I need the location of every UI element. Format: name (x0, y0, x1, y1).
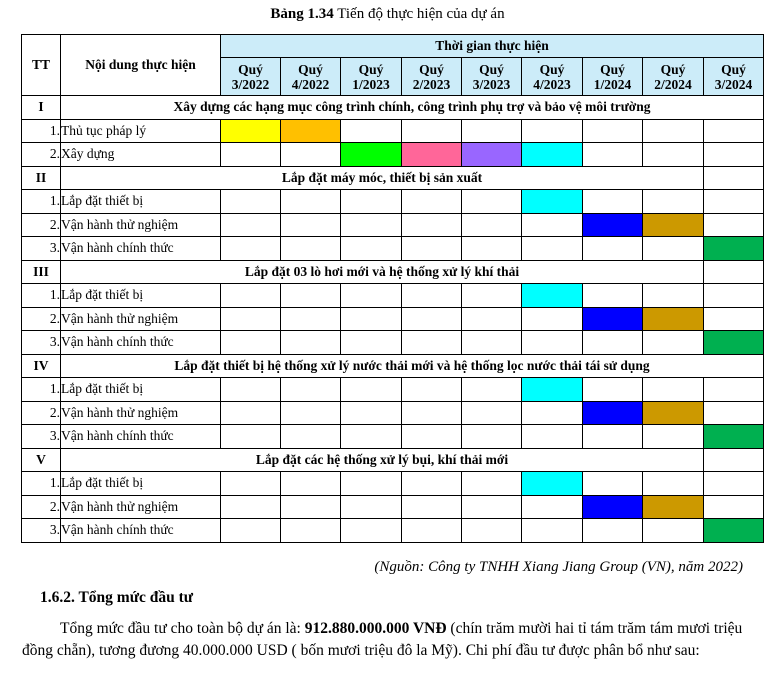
task-label: Lắp đặt thiết bị (61, 284, 221, 308)
quarter-label: Quý (600, 61, 625, 77)
task-number: 1. (22, 472, 61, 496)
timeline-cell (281, 519, 341, 543)
timeline-cell (281, 425, 341, 449)
empty-cell (704, 260, 764, 284)
task-label: Vận hành chính thức (61, 519, 221, 543)
timeline-cell (221, 237, 281, 261)
timeline-bar-gold (643, 401, 704, 425)
quarter-header (643, 58, 704, 96)
quarter-period: 3/2023 (472, 76, 511, 92)
timeline-cell (462, 425, 522, 449)
task-row (22, 378, 764, 402)
timeline-cell (281, 495, 341, 519)
timeline-bar-cyan (522, 143, 583, 167)
timeline-cell (402, 307, 462, 331)
timeline-cell (583, 143, 643, 167)
task-number: 3. (22, 237, 61, 261)
timeline-cell (402, 519, 462, 543)
timeline-cell (402, 378, 462, 402)
section-row (22, 448, 764, 472)
timeline-cell (281, 401, 341, 425)
timeline-cell (402, 495, 462, 519)
caption-text: Tiến độ thực hiện của dự án (333, 6, 505, 22)
quarter-header (221, 58, 281, 96)
task-row (22, 213, 764, 237)
timeline-cell (462, 284, 522, 308)
section-number: II (22, 166, 61, 190)
quarter-label: Quý (298, 61, 323, 77)
task-label: Lắp đặt thiết bị (61, 190, 221, 214)
quarter-label: Quý (238, 61, 263, 77)
timeline-cell (522, 237, 583, 261)
task-number: 1. (22, 378, 61, 402)
quarter-label: Quý (419, 61, 444, 77)
timeline-bar-dark_green (704, 425, 764, 449)
task-number: 3. (22, 425, 61, 449)
timeline-cell (402, 425, 462, 449)
schedule-table (21, 34, 764, 543)
timeline-cell (643, 331, 704, 355)
task-number: 2. (22, 495, 61, 519)
timeline-cell (462, 401, 522, 425)
task-number: 1. (22, 284, 61, 308)
task-row (22, 519, 764, 543)
timeline-cell (522, 307, 583, 331)
quarter-header (704, 58, 764, 96)
quarter-period: 1/2023 (352, 76, 390, 92)
timeline-bar-dark_green (704, 237, 764, 261)
timeline-cell (704, 190, 764, 214)
section-number: I (22, 96, 61, 120)
timeline-cell (522, 401, 583, 425)
task-label: Lắp đặt thiết bị (61, 472, 221, 496)
timeline-cell (522, 425, 583, 449)
task-label: Vận hành chính thức (61, 237, 221, 261)
task-row (22, 331, 764, 355)
task-number: 2. (22, 307, 61, 331)
section-heading: 1.6.2. Tổng mức đầu tư (40, 589, 194, 606)
timeline-cell (643, 425, 704, 449)
timeline-cell (221, 143, 281, 167)
timeline-bar-pink (402, 143, 462, 167)
para-before: Tổng mức đầu tư cho toàn bộ dự án là: (60, 620, 305, 637)
timeline-cell (462, 472, 522, 496)
timeline-cell (402, 213, 462, 237)
section-title: Lắp đặt 03 lò hơi mới và hệ thống xử lý khí thải (61, 260, 704, 284)
timeline-cell (402, 284, 462, 308)
timeline-cell (522, 495, 583, 519)
timeline-bar-cyan (522, 190, 583, 214)
timeline-cell (704, 213, 764, 237)
task-number: 2. (22, 143, 61, 167)
timeline-cell (221, 472, 281, 496)
timeline-bar-gold (643, 495, 704, 519)
timeline-cell (341, 237, 402, 261)
timeline-cell (402, 401, 462, 425)
timeline-cell (402, 472, 462, 496)
timeline-cell (221, 519, 281, 543)
section-title: Lắp đặt thiết bị hệ thống xử lý nước thải mới và hệ thống lọc nước thải tái sử dụng (61, 354, 764, 378)
timeline-cell (583, 425, 643, 449)
timeline-cell (402, 331, 462, 355)
task-row (22, 119, 764, 143)
task-label: Lắp đặt thiết bị (61, 378, 221, 402)
quarter-header (583, 58, 643, 96)
timeline-cell (583, 190, 643, 214)
timeline-cell (583, 284, 643, 308)
timeline-cell (221, 331, 281, 355)
quarter-label: Quý (721, 61, 746, 77)
timeline-cell (281, 143, 341, 167)
timeline-cell (704, 472, 764, 496)
task-number: 2. (22, 401, 61, 425)
task-label: Thủ tục pháp lý (61, 119, 221, 143)
timeline-cell (281, 307, 341, 331)
timeline-cell (643, 143, 704, 167)
quarter-header (341, 58, 402, 96)
empty-cell (704, 166, 764, 190)
timeline-cell (281, 378, 341, 402)
task-number: 1. (22, 190, 61, 214)
timeline-cell (281, 237, 341, 261)
timeline-cell (462, 119, 522, 143)
timeline-bar-dark_green (704, 519, 764, 543)
timeline-cell (522, 519, 583, 543)
quarter-period: 4/2022 (291, 76, 330, 92)
quarter-period: 2/2024 (654, 76, 692, 92)
section-row (22, 166, 764, 190)
quarter-label: Quý (539, 61, 565, 77)
timeline-cell (462, 331, 522, 355)
task-label: Vận hành thử nghiệm (61, 307, 221, 331)
timeline-cell (704, 401, 764, 425)
timeline-cell (643, 472, 704, 496)
quarter-period: 3/2022 (231, 76, 270, 92)
timeline-cell (341, 425, 402, 449)
task-row (22, 472, 764, 496)
timeline-cell (221, 284, 281, 308)
section-row (22, 354, 764, 378)
timeline-cell (281, 472, 341, 496)
timeline-cell (221, 190, 281, 214)
timeline-bar-dark_green (704, 331, 764, 355)
source-note: (Nguồn: Công ty TNHH Xiang Jiang Group (VN), năm 2022) (374, 559, 743, 575)
timeline-cell (221, 425, 281, 449)
section-number: V (22, 448, 61, 472)
timeline-cell (704, 378, 764, 402)
quarter-period: 1/2024 (593, 76, 632, 92)
timeline-cell (704, 143, 764, 167)
task-label: Vận hành chính thức (61, 425, 221, 449)
timeline-cell (704, 307, 764, 331)
quarter-label: Quý (479, 61, 504, 77)
timeline-cell (341, 331, 402, 355)
timeline-cell (583, 519, 643, 543)
quarter-header (402, 58, 462, 96)
task-number: 2. (22, 213, 61, 237)
timeline-cell (643, 284, 704, 308)
timeline-cell (643, 190, 704, 214)
section-title: Xây dựng các hạng mục công trình chính, công trình phụ trợ và bảo vệ môi trường (61, 96, 764, 120)
quarter-header (281, 58, 341, 96)
timeline-cell (341, 307, 402, 331)
timeline-bar-yellow (221, 119, 281, 143)
timeline-cell (462, 190, 522, 214)
timeline-cell (341, 119, 402, 143)
timeline-cell (281, 284, 341, 308)
timeline-bar-orange (281, 119, 341, 143)
section-number: IV (22, 354, 61, 378)
timeline-cell (341, 495, 402, 519)
section-title: Lắp đặt máy móc, thiết bị sản xuất (61, 166, 704, 190)
timeline-bar-blue (583, 401, 643, 425)
quarter-label: Quý (660, 61, 686, 77)
caption-label: Bảng 1.34 (270, 6, 334, 22)
timeline-bar-gold (643, 307, 704, 331)
timeline-cell (643, 237, 704, 261)
timeline-cell (281, 190, 341, 214)
timeline-bar-green (341, 143, 402, 167)
timeline-cell (462, 378, 522, 402)
timeline-cell (583, 119, 643, 143)
timeline-cell (221, 495, 281, 519)
task-number: 1. (22, 119, 61, 143)
timeline-cell (462, 307, 522, 331)
header-time: Thời gian thực hiện (221, 35, 764, 58)
timeline-cell (522, 119, 583, 143)
timeline-cell (341, 472, 402, 496)
timeline-bar-purple (462, 143, 522, 167)
timeline-cell (704, 284, 764, 308)
timeline-cell (402, 237, 462, 261)
investment-paragraph (22, 618, 744, 662)
timeline-cell (522, 213, 583, 237)
empty-cell (704, 448, 764, 472)
timeline-cell (402, 190, 462, 214)
task-label: Vận hành thử nghiệm (61, 213, 221, 237)
section-number: III (22, 260, 61, 284)
timeline-cell (704, 119, 764, 143)
task-label: Vận hành chính thức (61, 331, 221, 355)
timeline-cell (341, 284, 402, 308)
section-row (22, 96, 764, 120)
timeline-cell (281, 213, 341, 237)
task-row (22, 307, 764, 331)
quarter-header (522, 58, 583, 96)
task-label: Vận hành thử nghiệm (61, 495, 221, 519)
schedule-body (22, 96, 764, 543)
timeline-cell (583, 472, 643, 496)
task-row (22, 425, 764, 449)
task-row (22, 284, 764, 308)
timeline-cell (281, 331, 341, 355)
investment-amount: 912.880.000.000 VNĐ (304, 620, 447, 637)
timeline-cell (643, 519, 704, 543)
timeline-bar-cyan (522, 472, 583, 496)
timeline-cell (221, 401, 281, 425)
timeline-bar-blue (583, 495, 643, 519)
task-row (22, 401, 764, 425)
timeline-bar-cyan (522, 378, 583, 402)
task-row (22, 143, 764, 167)
task-number: 3. (22, 519, 61, 543)
task-row (22, 495, 764, 519)
para-after: (chín trăm mười hai tỉ tám trăm tám mươi triệu đồng chẵn), tương đương 40.000.000 USD ( bốn mươi triệu đô la Mỹ). Chi phí đầu tư được phân bổ như sau: (22, 620, 743, 659)
section-row (22, 260, 764, 284)
timeline-cell (341, 190, 402, 214)
timeline-cell (583, 331, 643, 355)
timeline-cell (341, 401, 402, 425)
timeline-cell (462, 213, 522, 237)
timeline-cell (341, 378, 402, 402)
task-label: Vận hành thử nghiệm (61, 401, 221, 425)
timeline-cell (522, 331, 583, 355)
timeline-cell (462, 237, 522, 261)
timeline-cell (462, 519, 522, 543)
timeline-cell (643, 378, 704, 402)
task-row (22, 190, 764, 214)
section-title: Lắp đặt các hệ thống xử lý bụi, khí thải mới (61, 448, 704, 472)
timeline-cell (341, 213, 402, 237)
quarter-period: 4/2023 (533, 76, 571, 92)
timeline-cell (462, 495, 522, 519)
task-label: Xây dựng (61, 143, 221, 167)
timeline-bar-gold (643, 213, 704, 237)
timeline-cell (402, 119, 462, 143)
timeline-bar-cyan (522, 284, 583, 308)
header-tt: TT (22, 35, 61, 96)
timeline-cell (221, 213, 281, 237)
timeline-cell (221, 307, 281, 331)
task-number: 3. (22, 331, 61, 355)
quarter-period: 2/2023 (412, 76, 451, 92)
timeline-cell (704, 495, 764, 519)
quarter-period: 3/2024 (714, 76, 753, 92)
timeline-cell (643, 119, 704, 143)
timeline-cell (341, 519, 402, 543)
quarter-label: Quý (358, 61, 384, 77)
timeline-cell (583, 237, 643, 261)
timeline-cell (221, 378, 281, 402)
table-caption (0, 6, 775, 23)
quarter-header (462, 58, 522, 96)
timeline-bar-blue (583, 213, 643, 237)
timeline-cell (583, 378, 643, 402)
header-content: Nội dung thực hiện (61, 35, 221, 96)
timeline-bar-blue (583, 307, 643, 331)
task-row (22, 237, 764, 261)
